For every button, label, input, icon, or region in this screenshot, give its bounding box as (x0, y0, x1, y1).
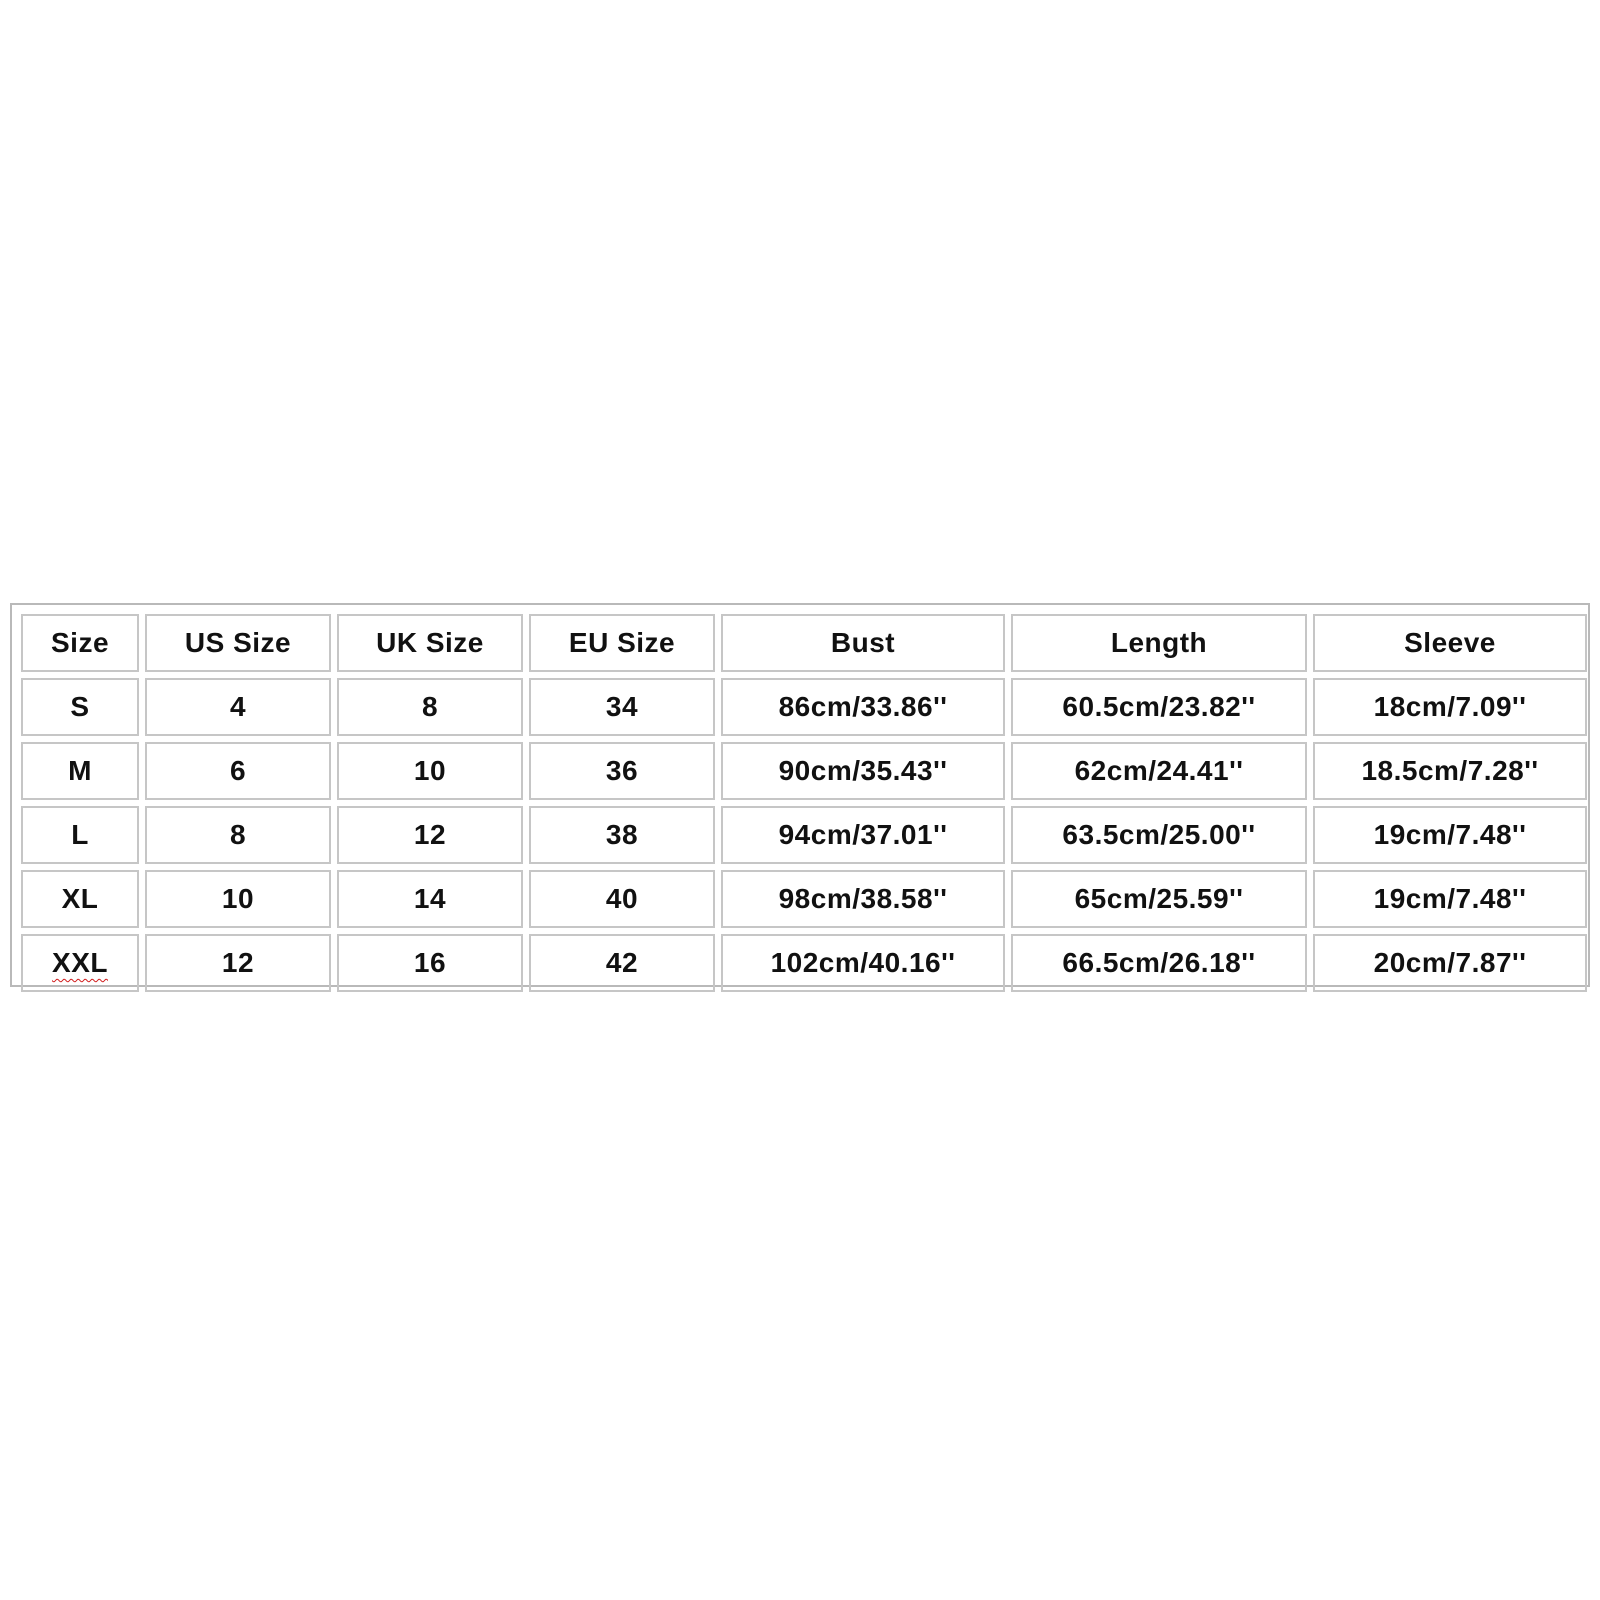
cell-eu-size: 38 (529, 806, 715, 864)
cell-length: 63.5cm/25.00'' (1011, 806, 1307, 864)
cell-us-size: 4 (145, 678, 331, 736)
cell-size: L (21, 806, 139, 864)
cell-length: 60.5cm/23.82'' (1011, 678, 1307, 736)
cell-sleeve: 19cm/7.48'' (1313, 806, 1587, 864)
cell-size-label: XXL (52, 947, 108, 978)
cell-us-size: 10 (145, 870, 331, 928)
cell-bust: 98cm/38.58'' (721, 870, 1005, 928)
cell-us-size: 12 (145, 934, 331, 992)
cell-size (21, 934, 139, 992)
table-row (21, 806, 1587, 864)
size-chart (10, 603, 1590, 987)
cell-bust: 102cm/40.16'' (721, 934, 1005, 992)
cell-us-size: 6 (145, 742, 331, 800)
cell-length: 62cm/24.41'' (1011, 742, 1307, 800)
header-uk-size: UK Size (337, 614, 523, 672)
cell-sleeve: 18cm/7.09'' (1313, 678, 1587, 736)
cell-bust: 90cm/35.43'' (721, 742, 1005, 800)
cell-bust: 94cm/37.01'' (721, 806, 1005, 864)
header-us-size: US Size (145, 614, 331, 672)
cell-eu-size: 36 (529, 742, 715, 800)
table-row (21, 742, 1587, 800)
cell-uk-size: 10 (337, 742, 523, 800)
cell-eu-size: 40 (529, 870, 715, 928)
header-length: Length (1011, 614, 1307, 672)
header-size: Size (21, 614, 139, 672)
cell-sleeve: 18.5cm/7.28'' (1313, 742, 1587, 800)
cell-bust: 86cm/33.86'' (721, 678, 1005, 736)
cell-length: 65cm/25.59'' (1011, 870, 1307, 928)
table-row (21, 870, 1587, 928)
size-chart-table (15, 608, 1593, 998)
header-bust: Bust (721, 614, 1005, 672)
cell-uk-size: 14 (337, 870, 523, 928)
cell-us-size: 8 (145, 806, 331, 864)
table-header-row (21, 614, 1587, 672)
table-row (21, 678, 1587, 736)
cell-eu-size: 42 (529, 934, 715, 992)
cell-length: 66.5cm/26.18'' (1011, 934, 1307, 992)
cell-sleeve: 20cm/7.87'' (1313, 934, 1587, 992)
cell-eu-size: 34 (529, 678, 715, 736)
cell-sleeve: 19cm/7.48'' (1313, 870, 1587, 928)
header-eu-size: EU Size (529, 614, 715, 672)
cell-uk-size: 12 (337, 806, 523, 864)
cell-size: XL (21, 870, 139, 928)
cell-size: M (21, 742, 139, 800)
cell-uk-size: 8 (337, 678, 523, 736)
cell-uk-size: 16 (337, 934, 523, 992)
header-sleeve: Sleeve (1313, 614, 1587, 672)
table-row (21, 934, 1587, 992)
cell-size: S (21, 678, 139, 736)
